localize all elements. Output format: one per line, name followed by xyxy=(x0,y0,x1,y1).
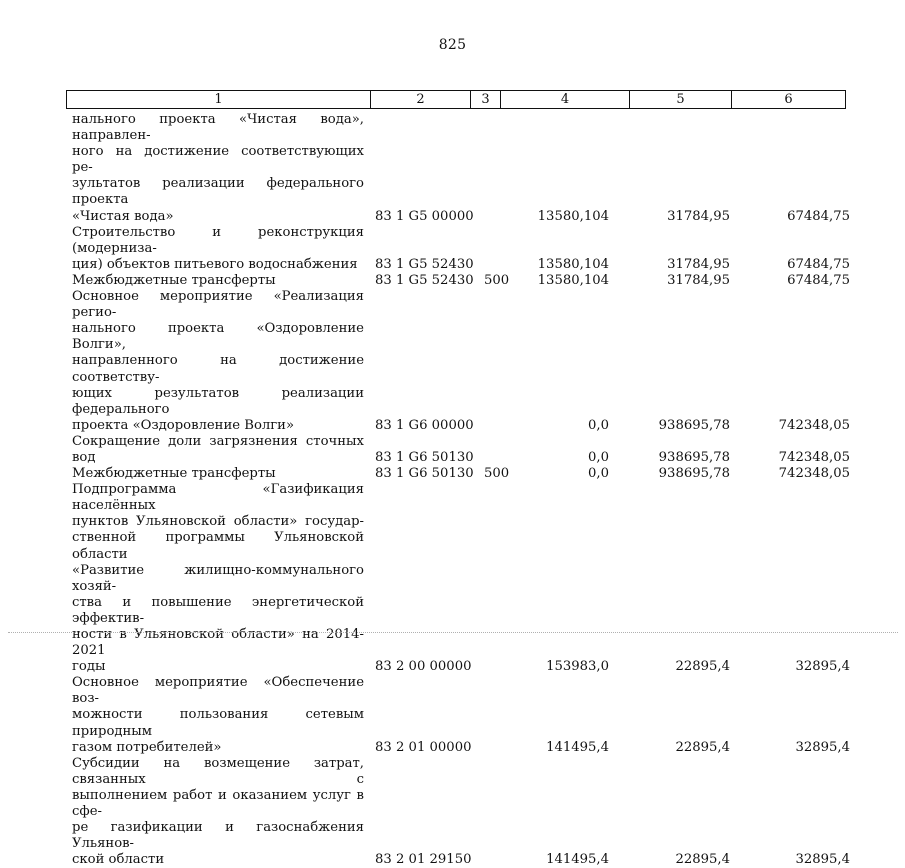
column-header-row xyxy=(67,91,846,109)
row-value-col6: 32895,4 xyxy=(795,852,850,868)
row-value-col6: 67484,75 xyxy=(787,256,850,272)
row-value-col4: 141495,4 xyxy=(546,739,609,755)
row-description xyxy=(72,289,364,434)
row-value-col5: 938695,78 xyxy=(658,417,730,433)
row-value-col5: 31784,95 xyxy=(667,208,730,224)
description-line: направленного на достижение соответству- xyxy=(72,353,364,385)
row-description xyxy=(72,466,364,482)
row-description xyxy=(72,675,364,755)
row-value-col6: 32895,4 xyxy=(795,659,850,675)
description-line: нального проекта «Чистая вода», направлен- xyxy=(72,112,364,144)
description-line: выполнением работ и оказанием услуг в сфе- xyxy=(72,787,364,820)
description-line: Межбюджетные трансферты xyxy=(72,272,276,288)
row-value-col5: 938695,78 xyxy=(658,449,730,465)
row-code: 83 1 G5 52430 xyxy=(375,256,474,272)
description-line: нального проекта «Оздоровление Волги», xyxy=(72,321,364,353)
description-line: ства и повышение энергетической эффектив- xyxy=(72,594,364,626)
description-line: ющих результатов реализации федерального xyxy=(72,385,364,417)
row-value-col5: 31784,95 xyxy=(667,256,730,272)
row-value-col6: 742348,05 xyxy=(778,449,850,465)
row-value-col4: 13580,104 xyxy=(537,208,609,224)
table-row xyxy=(72,289,850,434)
row-value-col6: 742348,05 xyxy=(778,466,850,482)
row-value-col5: 938695,78 xyxy=(658,466,730,482)
description-line: ственной программы Ульяновской области xyxy=(72,530,364,562)
row-code: 83 2 00 00000 xyxy=(375,659,472,675)
description-line: «Чистая вода» xyxy=(72,208,174,224)
table-row xyxy=(72,482,850,675)
description-line: годы xyxy=(72,659,106,675)
row-value-col4: 0,0 xyxy=(588,466,609,482)
scan-edge-artifact xyxy=(8,632,898,635)
row-value-col5: 31784,95 xyxy=(667,272,730,288)
row-code: 83 1 G6 00000 xyxy=(375,417,474,433)
column-header-table xyxy=(66,90,846,109)
description-line: Субсидии на возмещение затрат, связанных с xyxy=(72,755,364,787)
row-value-col6: 742348,05 xyxy=(778,417,850,433)
row-value-col4: 13580,104 xyxy=(537,256,609,272)
description-line: Межбюджетные трансферты xyxy=(72,466,276,482)
description-line: ности в Ульяновской области» на 2014-2021 xyxy=(72,627,364,659)
table-row xyxy=(72,756,850,868)
description-line: пунктов Ульяновской области» государ- xyxy=(72,514,364,530)
row-value-col4: 153983,0 xyxy=(546,659,609,675)
row-description xyxy=(72,112,364,225)
row-value-col4: 0,0 xyxy=(588,449,609,465)
description-line: можности пользования сетевым природным xyxy=(72,707,364,739)
description-line: «Развитие жилищно-коммунального хозяй- xyxy=(72,562,364,594)
row-description xyxy=(72,434,364,466)
column-header-3: 3 xyxy=(471,91,501,109)
row-description xyxy=(72,225,364,273)
row-description xyxy=(72,756,364,868)
description-line: ция) объектов питьевого водоснабжения xyxy=(72,256,358,272)
row-code: 83 1 G5 52430 xyxy=(375,272,474,288)
row-value-col6: 32895,4 xyxy=(795,739,850,755)
table-row xyxy=(72,675,850,755)
description-line: Сокращение доли загрязнения сточных вод xyxy=(72,433,364,465)
table-row xyxy=(72,273,850,289)
table-row xyxy=(72,112,850,225)
description-line: Основное мероприятие «Реализация регио- xyxy=(72,289,364,321)
row-description xyxy=(72,273,364,289)
column-header-2: 2 xyxy=(371,91,471,109)
description-line: ской области xyxy=(72,852,165,868)
row-value-col6: 67484,75 xyxy=(787,272,850,288)
row-value-col5: 22895,4 xyxy=(675,739,730,755)
row-value-col4: 13580,104 xyxy=(537,272,609,288)
row-expense-type: 500 xyxy=(484,466,510,482)
table-row xyxy=(72,225,850,273)
page-number: 825 xyxy=(438,37,467,53)
row-value-col6: 67484,75 xyxy=(787,208,850,224)
row-value-col5: 22895,4 xyxy=(675,852,730,868)
description-line: Подпрограмма «Газификация населённых xyxy=(72,482,364,514)
column-header-1: 1 xyxy=(67,91,371,109)
column-header-6: 6 xyxy=(732,91,846,109)
column-header-5: 5 xyxy=(630,91,732,109)
description-line: газом потребителей» xyxy=(72,739,222,755)
row-code: 83 1 G5 00000 xyxy=(375,208,474,224)
description-line: зультатов реализации федерального проекта xyxy=(72,176,364,208)
row-value-col5: 22895,4 xyxy=(675,659,730,675)
description-line: Основное мероприятие «Обеспечение воз- xyxy=(72,675,364,707)
description-line: проекта «Оздоровление Волги» xyxy=(72,417,295,433)
column-header-4: 4 xyxy=(501,91,630,109)
row-expense-type: 500 xyxy=(484,272,510,288)
table-body xyxy=(72,112,850,868)
row-code: 83 1 G6 50130 xyxy=(375,449,474,465)
row-code: 83 1 G6 50130 xyxy=(375,466,474,482)
row-code: 83 2 01 00000 xyxy=(375,739,472,755)
row-value-col4: 141495,4 xyxy=(546,852,609,868)
row-code: 83 2 01 29150 xyxy=(375,852,472,868)
description-line: ре газификации и газоснабжения Ульянов- xyxy=(72,820,364,852)
table-row xyxy=(72,434,850,466)
row-description xyxy=(72,482,364,675)
row-value-col4: 0,0 xyxy=(588,417,609,433)
table-row xyxy=(72,466,850,482)
description-line: ного на достижение соответствующих ре- xyxy=(72,144,364,176)
description-line: Строительство и реконструкция (модерниза- xyxy=(72,224,364,256)
